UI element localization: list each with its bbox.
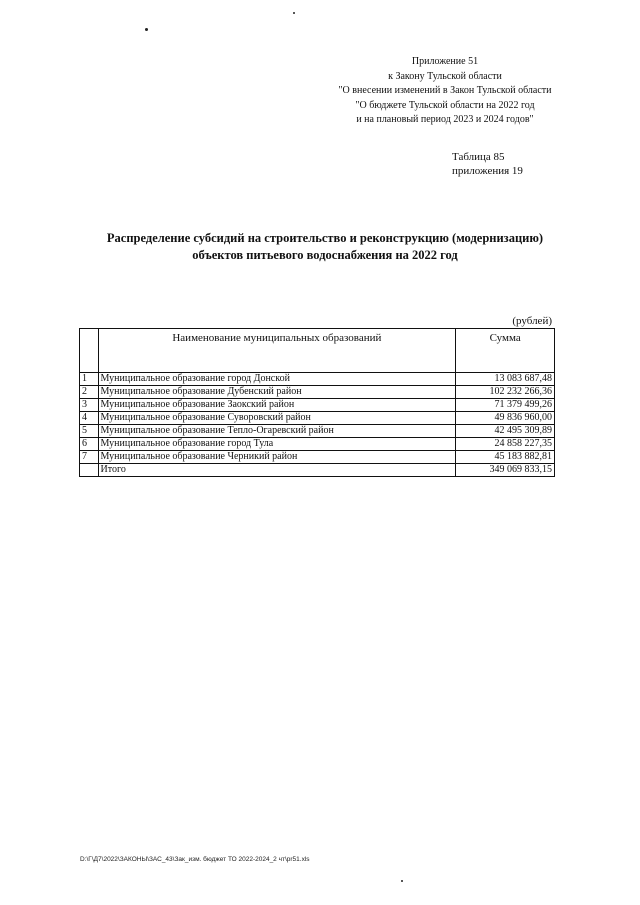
row-name: Муниципальное образование Тепло-Огаревский район (98, 425, 456, 438)
table-row (80, 425, 555, 438)
table-row (80, 451, 555, 464)
row-sum: 45 183 882,81 (456, 451, 555, 464)
row-name: Муниципальное образование Черникий район (98, 451, 456, 464)
document-title (60, 230, 590, 264)
row-name: Муниципальное образование Заокский район (98, 399, 456, 412)
scan-speck (293, 12, 295, 14)
title-line: Распределение субсидий на строительство и реконструкцию (модернизацию) (106, 231, 544, 245)
row-number: 7 (80, 451, 99, 464)
row-sum: 24 858 227,35 (456, 438, 555, 451)
row-number: 1 (80, 373, 99, 386)
total-label: Итого (98, 464, 456, 477)
header-sum-cell: Сумма (456, 329, 555, 373)
row-number: 2 (80, 386, 99, 399)
appendix-line: "О бюджете Тульской области на 2022 год (355, 99, 535, 111)
row-sum: 13 083 687,48 (456, 373, 555, 386)
row-name: Муниципальное образование город Донской (98, 373, 456, 386)
header-name-cell: Наименование муниципальных образований (98, 329, 456, 373)
scan-speck (145, 28, 148, 31)
total-sum: 349 069 833,15 (456, 464, 555, 477)
header-number-cell (80, 329, 99, 373)
appendix-line: "О внесении изменений в Закон Тульской области (338, 85, 552, 96)
appendix-header (300, 55, 590, 128)
row-sum: 49 836 960,00 (456, 412, 555, 425)
table-ref-line: Таблица 85 (452, 151, 505, 163)
table-row (80, 438, 555, 451)
row-sum: 71 379 499,26 (456, 399, 555, 412)
table-row (80, 386, 555, 399)
table-header-row (80, 329, 555, 373)
row-name: Муниципальное образование город Тула (98, 438, 456, 451)
appendix-line: и на плановый период 2023 и 2024 годов" (356, 114, 534, 125)
appendix-line: к Закону Тульской области (388, 70, 502, 82)
row-sum: 42 495 309,89 (456, 425, 555, 438)
unit-label: (рублей) (512, 315, 552, 327)
table-reference (452, 150, 523, 178)
row-number: 4 (80, 412, 99, 425)
table-row (80, 399, 555, 412)
appendix-line: Приложение 51 (411, 56, 479, 67)
row-number: 6 (80, 438, 99, 451)
title-line: объектов питьевого водоснабжения на 2022 год (192, 248, 458, 262)
file-path-footer: D:\Г\Д7\2022\ЗАКОНЫ\ЗАС_43\Зак_изм. бюджет ТО 2022-2024_2 чт\pr51.xls (80, 856, 310, 863)
table-total-row (80, 464, 555, 477)
row-name: Муниципальное образование Дубенский район (98, 386, 456, 399)
row-name: Муниципальное образование Суворовский район (98, 412, 456, 425)
subsidy-table (79, 328, 555, 477)
table-row (80, 412, 555, 425)
row-number: 3 (80, 399, 99, 412)
table-ref-line: приложения 19 (452, 165, 523, 177)
row-number: 5 (80, 425, 99, 438)
table-row (80, 373, 555, 386)
total-number-cell (80, 464, 99, 477)
scan-speck (401, 880, 403, 882)
row-sum: 102 232 266,36 (456, 386, 555, 399)
